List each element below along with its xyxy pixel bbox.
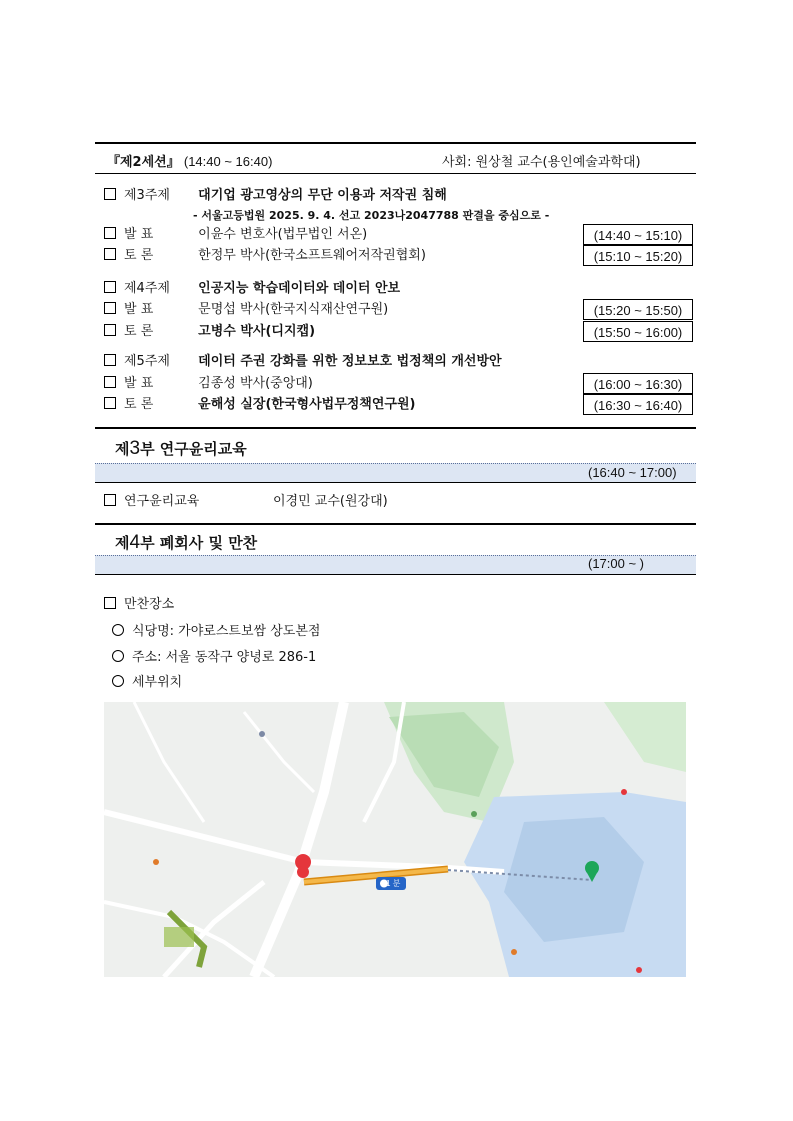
- dinner-item-text: 주소: 서울 동작구 양녕로 286-1: [132, 650, 317, 665]
- topic3-discussant: [104, 246, 426, 266]
- time-box: (15:50 ~ 16:00): [583, 321, 693, 342]
- time-box: (16:30 ~ 16:40): [583, 394, 693, 415]
- location-map[interactable]: [104, 702, 686, 977]
- topic3-presenter: [104, 225, 367, 245]
- time-box: (15:20 ~ 15:50): [583, 299, 693, 320]
- dinner-item-text: 식당명: 가야로스트보쌈 상도본점: [132, 624, 321, 639]
- topic5-discussant: [104, 395, 415, 415]
- part4-time: (17:00 ~ ): [588, 556, 645, 571]
- topic-label: 제3주제: [124, 188, 170, 203]
- part3-title: [115, 438, 247, 460]
- checkbox-icon: [104, 324, 116, 336]
- session-moderator: 사회: 원상철 교수(용인예술과학대): [442, 155, 641, 170]
- topic-label: 제4주제: [124, 281, 170, 296]
- topic5-row: [104, 352, 502, 372]
- checkbox-icon: [104, 281, 116, 293]
- topic-label: 제5주제: [124, 354, 170, 369]
- role-label: 발 표: [124, 227, 154, 242]
- checkbox-icon: [104, 302, 116, 314]
- topic5-presenter: [104, 374, 313, 394]
- part4-title: [115, 532, 257, 554]
- role-label: 토 론: [124, 324, 154, 339]
- circle-bullet-icon: [112, 675, 124, 687]
- topic-title: 대기업 광고영상의 무단 이용과 저작권 침해: [198, 188, 447, 203]
- checkbox-icon: [104, 597, 116, 609]
- session-title: 『제2세션』: [107, 155, 180, 170]
- time-box: (14:40 ~ 15:10): [583, 224, 693, 245]
- walk-time-badge: 1 분: [386, 879, 401, 888]
- checkbox-icon: [104, 494, 116, 506]
- part-number: 3: [129, 438, 141, 459]
- checkbox-icon: [104, 188, 116, 200]
- role-label: 발 표: [124, 376, 154, 391]
- top-rule: [95, 142, 696, 144]
- dinner-item: [112, 622, 320, 642]
- dinner-item: [112, 673, 182, 693]
- topic4-discussant: [104, 322, 315, 342]
- topic-title: 인공지능 학습데이터와 데이터 안보: [198, 281, 401, 296]
- dinner-item-text: 세부위치: [132, 675, 183, 690]
- presenter-name: 문명섭 박사(한국지식재산연구원): [198, 302, 389, 317]
- session-header: [107, 151, 272, 170]
- session-rule: [95, 173, 696, 174]
- role-label: 토 론: [124, 248, 154, 263]
- topic3-row: [104, 186, 447, 206]
- part3-speaker: 이경민 교수(원강대): [273, 494, 388, 509]
- part-prefix: 제: [115, 440, 130, 458]
- part4-top-rule: [95, 523, 696, 525]
- part3-time: (16:40 ~ 17:00): [588, 465, 677, 480]
- map-image: [104, 702, 686, 977]
- presenter-name: 김종성 박사(중앙대): [198, 376, 313, 391]
- time-box: (15:10 ~ 15:20): [583, 245, 693, 266]
- presenter-name: 이윤수 변호사(법무법인 서온): [198, 227, 368, 242]
- time-box: (16:00 ~ 16:30): [583, 373, 693, 394]
- discussant-name: 한정무 박사(한국소프트웨어저작권협회): [198, 248, 426, 263]
- circle-bullet-icon: [112, 650, 124, 662]
- part3-top-rule: [95, 427, 696, 429]
- circle-bullet-icon: [112, 624, 124, 636]
- item-label: 연구윤리교육: [124, 494, 200, 509]
- dinner-heading: [104, 595, 174, 615]
- checkbox-icon: [104, 376, 116, 388]
- part-number: 4: [129, 532, 141, 553]
- role-label: 발 표: [124, 302, 154, 317]
- part-suffix: 부 연구윤리교육: [140, 440, 247, 458]
- discussant-name: 윤해성 실장(한국형사법무정책연구원): [198, 397, 416, 412]
- topic4-row: [104, 279, 400, 299]
- checkbox-icon: [104, 248, 116, 260]
- part-prefix: 제: [115, 534, 130, 552]
- topic-subtitle: - 서울고등법원 2025. 9. 4. 선고 2023나2047788 판결을 중심으로 -: [193, 209, 550, 222]
- topic4-presenter: [104, 300, 388, 320]
- checkbox-icon: [104, 354, 116, 366]
- topic-title: 데이터 주권 강화를 위한 정보보호 법정책의 개선방안: [198, 354, 502, 369]
- dinner-item: [112, 648, 316, 668]
- session-time: (14:40 ~ 16:40): [183, 154, 273, 169]
- checkbox-icon: [104, 227, 116, 239]
- part3-item: [104, 492, 199, 512]
- dinner-heading-text: 만찬장소: [124, 597, 175, 612]
- discussant-name: 고병수 박사(디지캡): [198, 324, 316, 339]
- role-label: 토 론: [124, 397, 154, 412]
- part-suffix: 부 폐회사 및 만찬: [140, 534, 258, 552]
- checkbox-icon: [104, 397, 116, 409]
